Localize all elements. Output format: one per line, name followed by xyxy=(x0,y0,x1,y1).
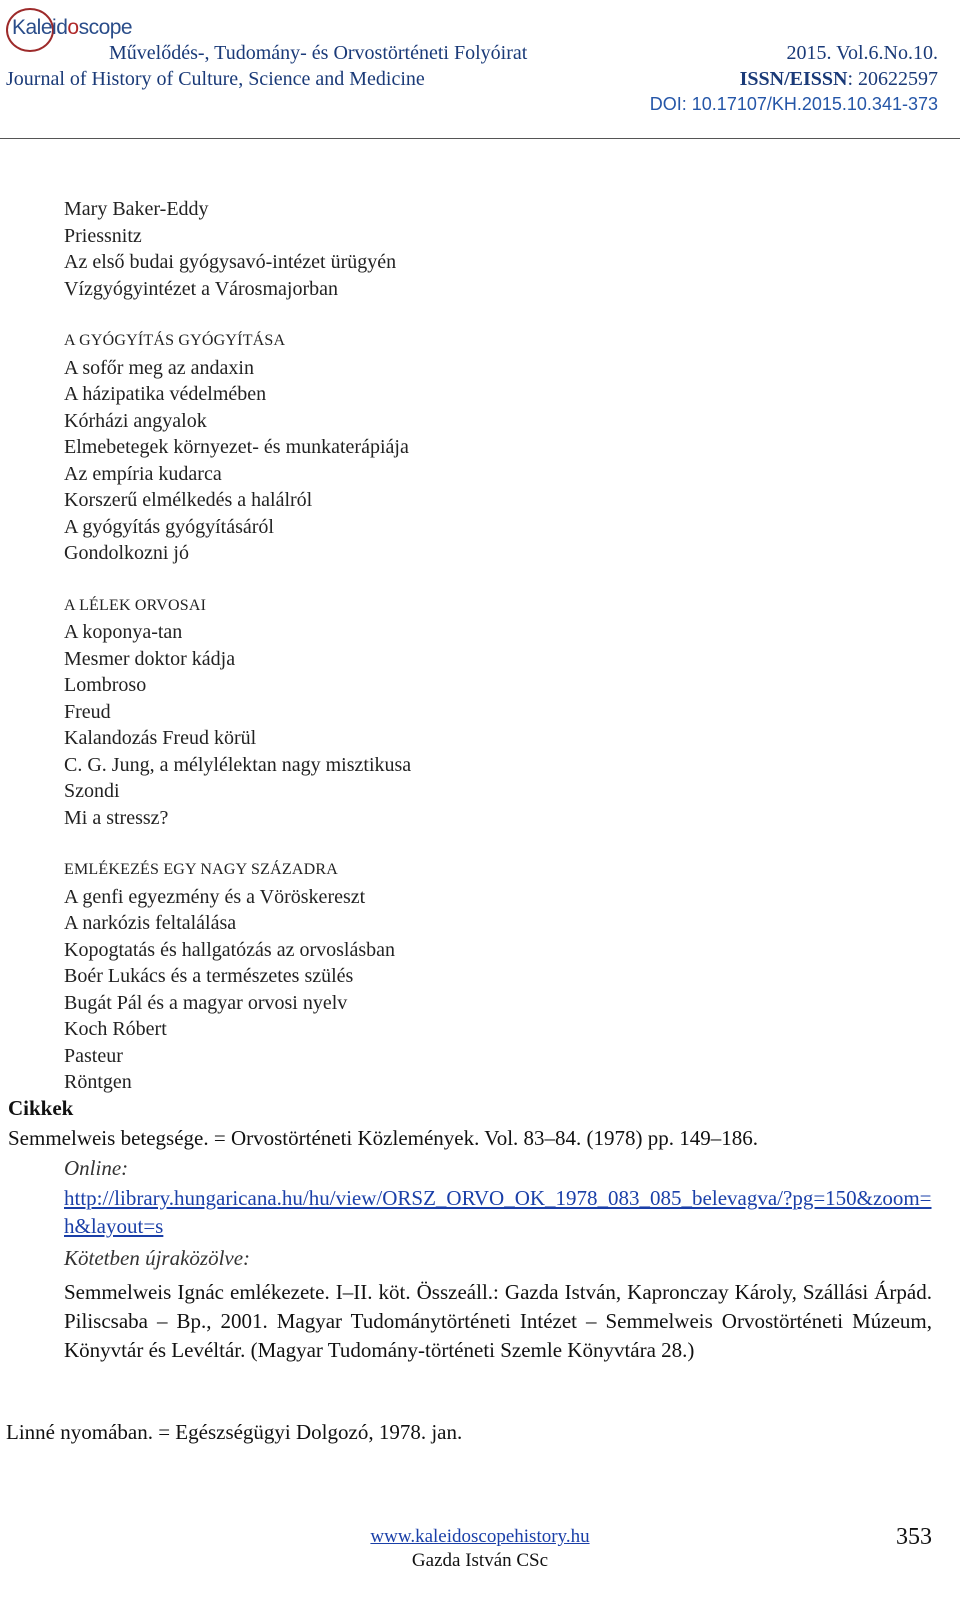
footer-author: Gazda István CSc xyxy=(411,1550,549,1571)
articles-heading: Cikkek xyxy=(8,1096,74,1120)
chapter-list xyxy=(64,196,411,1096)
list-item: Pasteur xyxy=(64,1044,123,1067)
list-item: Koch Róbert xyxy=(64,1018,167,1040)
list-item: A sofőr meg az andaxin xyxy=(64,356,254,379)
list-item: Korszerű elmélkedés a halálról xyxy=(64,489,313,511)
list-item: Gondolkozni jó xyxy=(64,542,189,564)
list-item: Szondi xyxy=(64,780,120,802)
chapter-group-gyogyitas xyxy=(64,355,411,567)
journal-title-english: Journal of History of Culture, Science and Medicine xyxy=(6,68,425,90)
list-item: Kalandozás Freud körül xyxy=(64,727,257,749)
chapter-group-lelek xyxy=(64,619,411,831)
logo-wordmark: Kaleidoscope xyxy=(12,16,133,39)
list-item: A házipatika védelmében xyxy=(64,383,267,405)
journal-title-hungarian: Művelődés-, Tudomány- és Orvostörténeti Folyóirat xyxy=(109,42,528,64)
list-item: A narkózis feltalálása xyxy=(64,912,237,934)
footer-website-link[interactable]: www.kaleidoscopehistory.hu xyxy=(370,1526,590,1547)
list-item: Vízgyógyintézet a Városmajorban xyxy=(64,277,338,300)
issn-info: ISSN/EISSN: 20622597 xyxy=(739,68,938,90)
list-item: Bugát Pál és a magyar orvosi nyelv xyxy=(64,991,348,1014)
section-heading: A LÉLEK ORVOSAI xyxy=(64,596,207,614)
list-item: Az első budai gyógysavó-intézet ürügyén xyxy=(64,251,397,273)
list-item: Mesmer doktor kádja xyxy=(64,647,236,670)
list-item: Kórházi angyalok xyxy=(64,409,207,432)
online-label: Online: xyxy=(64,1156,129,1180)
article-online-link[interactable]: http://library.hungaricana.hu/hu/view/ORSZ_ORVO_OK_1978_083_085_belevagva/?pg=150&zoom=h&layout=s xyxy=(64,1186,932,1238)
section-heading: A GYÓGYÍTÁS GYÓGYÍTÁSA xyxy=(64,332,286,349)
list-item: Mary Baker-Eddy xyxy=(64,198,209,220)
list-item: Röntgen xyxy=(64,1071,132,1093)
list-item: Lombroso xyxy=(64,674,147,696)
list-item: Az empíria kudarca xyxy=(64,462,222,485)
article-entry: Linné nyomában. = Egészségügyi Dolgozó, 1978. jan. xyxy=(6,1420,463,1444)
list-item: Mi a stressz? xyxy=(64,806,169,829)
chapter-group-emlekezes xyxy=(64,884,411,1096)
page-number: 353 xyxy=(896,1524,932,1550)
list-item: Freud xyxy=(64,700,111,723)
article-entry: Semmelweis betegsége. = Orvostörténeti Közlemények. Vol. 83–84. (1978) pp. 149–186. xyxy=(8,1126,759,1150)
header-divider xyxy=(0,138,960,139)
list-item: A gyógyítás gyógyításáról xyxy=(64,515,274,538)
reprint-citation: Semmelweis Ignác emlékezete. I–II. köt. Összeáll.: Gazda István, Kapronczay Károly, Szállási Árpád. Piliscsaba – Bp., 2001. Magyar Tudománytörténeti Intézet – Semmelweis Orvostörténeti Múzeum, Könyvtár és Levéltár. (Magyar Tudomány-történeti Szemle Könyvtára 28.) xyxy=(64,1280,932,1362)
list-item: Kopogtatás és hallgatózás az orvoslásban xyxy=(64,938,396,961)
list-item: Boér Lukács és a természetes szülés xyxy=(64,965,354,987)
list-item: A koponya-tan xyxy=(64,621,183,643)
list-item: Priessnitz xyxy=(64,224,142,247)
section-heading: EMLÉKEZÉS EGY NAGY SZÁZADRA xyxy=(64,861,338,878)
list-item: A genfi egyezmény és a Vöröskereszt xyxy=(64,885,366,908)
volume-info: 2015. Vol.6.No.10. xyxy=(786,42,938,64)
reprint-label: Kötetben újraközölve: xyxy=(64,1246,251,1270)
doi-link[interactable]: DOI: 10.17107/KH.2015.10.341-373 xyxy=(649,94,938,114)
chapter-group-intro xyxy=(64,196,411,302)
list-item: Elmebetegek környezet- és munkaterápiája xyxy=(64,436,409,458)
list-item: C. G. Jung, a mélylélektan nagy misztikusa xyxy=(64,753,412,776)
